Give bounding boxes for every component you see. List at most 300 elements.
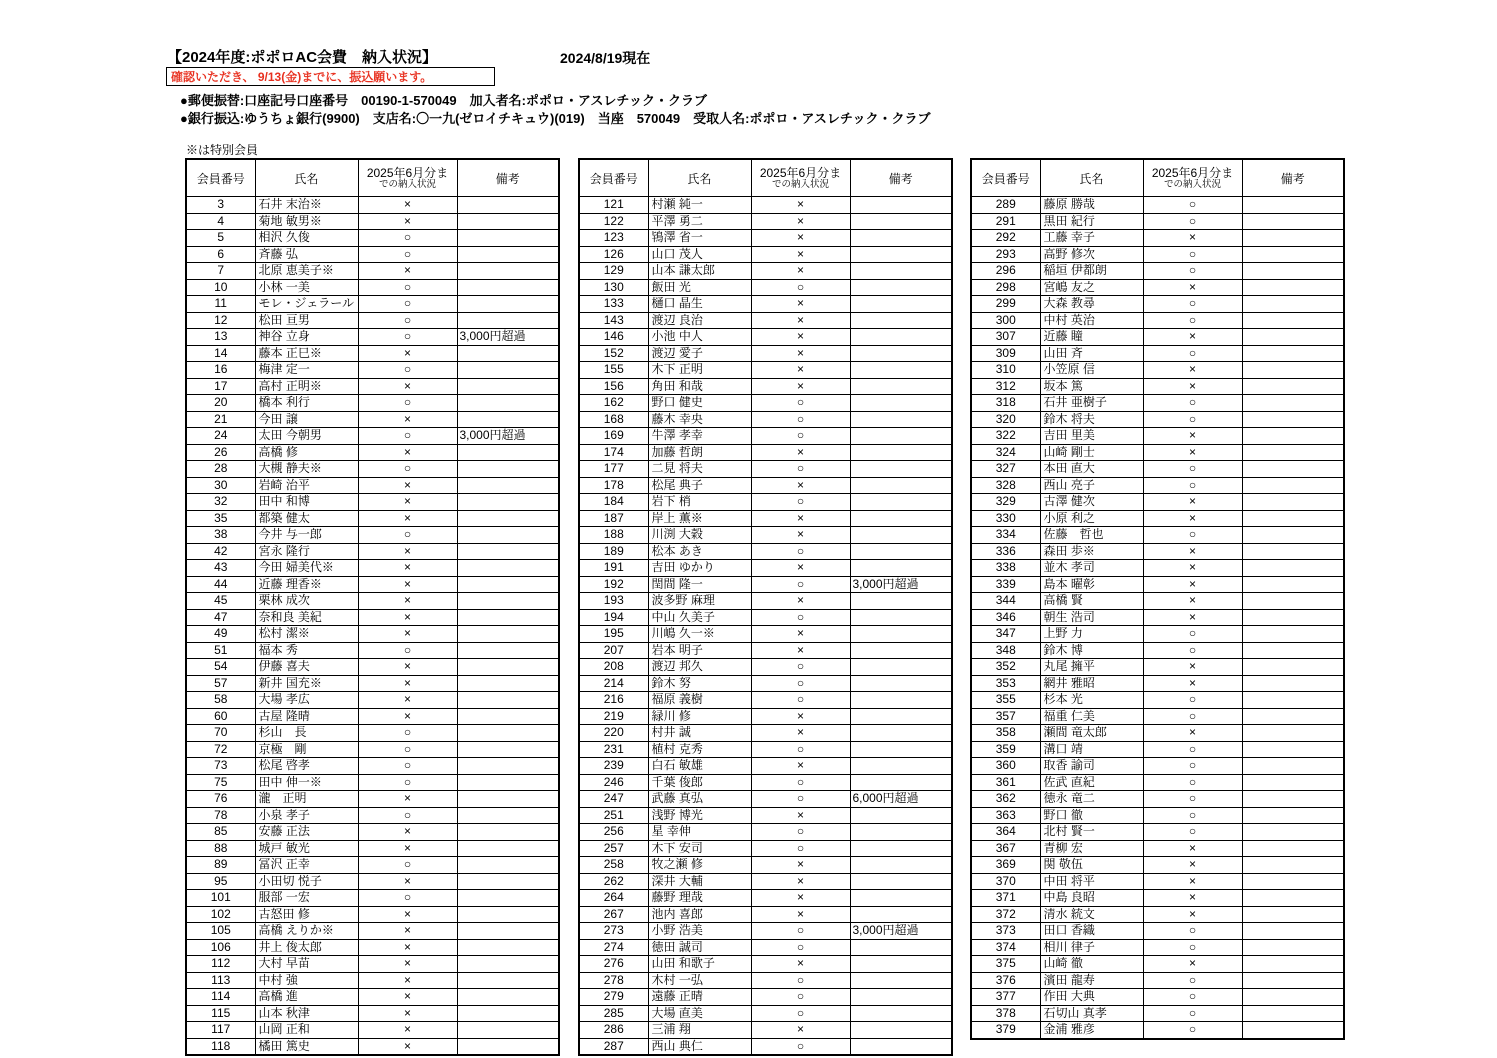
status-cell: × — [358, 576, 457, 593]
remarks-cell — [457, 626, 559, 643]
status-cell: × — [358, 659, 457, 676]
remarks-cell — [850, 774, 952, 791]
remarks-cell — [1242, 395, 1344, 412]
status-cell: ○ — [751, 741, 850, 758]
name-cell: 古澤 健次 — [1040, 494, 1143, 511]
remarks-cell — [457, 758, 559, 775]
name-cell: 鈴木 博 — [1040, 642, 1143, 659]
remarks-cell — [1242, 1005, 1344, 1022]
name-cell: 小野 浩美 — [648, 923, 751, 940]
table-row — [971, 1005, 1344, 1022]
remarks-cell — [1242, 428, 1344, 445]
remarks-cell — [457, 956, 559, 973]
remarks-cell — [850, 246, 952, 263]
member-no-cell: 169 — [579, 428, 648, 445]
status-cell: ○ — [1143, 989, 1242, 1006]
name-cell: 濱田 龍寿 — [1040, 972, 1143, 989]
table-row — [186, 395, 559, 412]
remarks-cell — [1242, 989, 1344, 1006]
member-no-cell: 113 — [186, 972, 255, 989]
remarks-cell — [1242, 873, 1344, 890]
status-cell: × — [1143, 576, 1242, 593]
name-cell: 小林 一美 — [255, 279, 358, 296]
name-cell: 角田 和哉 — [648, 378, 751, 395]
member-no-cell: 168 — [579, 411, 648, 428]
name-cell: 朝生 浩司 — [1040, 609, 1143, 626]
table-row — [579, 840, 952, 857]
remarks-cell — [457, 510, 559, 527]
name-cell: 加藤 哲朗 — [648, 444, 751, 461]
member-no-cell: 6 — [186, 246, 255, 263]
remarks-cell — [457, 873, 559, 890]
status-cell: ○ — [1143, 774, 1242, 791]
remarks-cell — [850, 329, 952, 346]
member-no-cell: 42 — [186, 543, 255, 560]
status-cell: × — [358, 263, 457, 280]
member-no-cell: 85 — [186, 824, 255, 841]
name-cell: 川渕 大穀 — [648, 527, 751, 544]
member-no-cell: 344 — [971, 593, 1040, 610]
name-cell: 飯田 光 — [648, 279, 751, 296]
member-no-cell: 367 — [971, 840, 1040, 857]
member-no-cell: 355 — [971, 692, 1040, 709]
name-cell: 宮嶋 友之 — [1040, 279, 1143, 296]
status-cell: × — [358, 708, 457, 725]
member-table-1 — [185, 158, 560, 1056]
name-cell: 樋口 晶生 — [648, 296, 751, 313]
member-no-cell: 207 — [579, 642, 648, 659]
name-cell: 小原 利之 — [1040, 510, 1143, 527]
member-no-cell: 364 — [971, 824, 1040, 841]
name-cell: 中山 久美子 — [648, 609, 751, 626]
name-cell: 山田 和歌子 — [648, 956, 751, 973]
status-cell: ○ — [1143, 807, 1242, 824]
table-row — [186, 1022, 559, 1039]
table-row — [971, 378, 1344, 395]
table-row — [971, 329, 1344, 346]
name-cell: 閏間 隆一 — [648, 576, 751, 593]
member-no-cell: 47 — [186, 609, 255, 626]
remarks-cell — [850, 1005, 952, 1022]
member-no-cell: 291 — [971, 213, 1040, 230]
remarks-cell: 3,000円超過 — [850, 923, 952, 940]
remarks-cell — [850, 972, 952, 989]
member-no-cell: 60 — [186, 708, 255, 725]
table-row — [186, 956, 559, 973]
name-cell: 北原 恵美子※ — [255, 263, 358, 280]
table-row — [971, 560, 1344, 577]
header-row — [186, 159, 559, 197]
remarks-cell — [850, 725, 952, 742]
status-cell: × — [751, 725, 850, 742]
table-row — [971, 642, 1344, 659]
table-row — [579, 857, 952, 874]
member-no-cell: 17 — [186, 378, 255, 395]
member-no-cell: 11 — [186, 296, 255, 313]
status-cell: ○ — [1143, 197, 1242, 214]
member-no-cell: 133 — [579, 296, 648, 313]
member-no-cell: 258 — [579, 857, 648, 874]
col-header-status — [1143, 159, 1242, 197]
remarks-cell — [1242, 345, 1344, 362]
status-cell: ○ — [358, 890, 457, 907]
status-cell: ○ — [1143, 642, 1242, 659]
table-row — [579, 906, 952, 923]
member-no-cell: 287 — [579, 1038, 648, 1055]
name-cell: 岩本 明子 — [648, 642, 751, 659]
member-no-cell: 334 — [971, 527, 1040, 544]
table-row — [971, 279, 1344, 296]
remarks-cell — [850, 989, 952, 1006]
remarks-cell — [457, 675, 559, 692]
member-no-cell: 189 — [579, 543, 648, 560]
member-no-cell: 247 — [579, 791, 648, 808]
member-no-cell: 256 — [579, 824, 648, 841]
name-cell: 松尾 典子 — [648, 477, 751, 494]
table-row — [971, 659, 1344, 676]
remarks-cell — [1242, 560, 1344, 577]
status-cell: ○ — [1143, 527, 1242, 544]
member-no-cell: 38 — [186, 527, 255, 544]
member-no-cell: 102 — [186, 906, 255, 923]
member-no-cell: 346 — [971, 609, 1040, 626]
member-no-cell: 155 — [579, 362, 648, 379]
name-cell: 高橋 賢 — [1040, 593, 1143, 610]
table-row — [971, 857, 1344, 874]
member-no-cell: 121 — [579, 197, 648, 214]
name-cell: 岸上 薫※ — [648, 510, 751, 527]
table-row — [971, 824, 1344, 841]
member-no-cell: 348 — [971, 642, 1040, 659]
member-no-cell: 371 — [971, 890, 1040, 907]
status-cell: ○ — [1143, 824, 1242, 841]
member-no-cell: 219 — [579, 708, 648, 725]
table-row — [186, 428, 559, 445]
table-row — [186, 923, 559, 940]
remarks-cell — [1242, 708, 1344, 725]
name-cell: 川嶋 久一※ — [648, 626, 751, 643]
remarks-cell — [1242, 461, 1344, 478]
name-cell: 今井 与一郎 — [255, 527, 358, 544]
member-no-cell: 118 — [186, 1038, 255, 1055]
status-cell: ○ — [751, 972, 850, 989]
remarks-cell — [457, 494, 559, 511]
member-no-cell: 231 — [579, 741, 648, 758]
remarks-cell — [850, 593, 952, 610]
status-cell: ○ — [751, 989, 850, 1006]
name-cell: 吉田 ゆかり — [648, 560, 751, 577]
status-cell: × — [358, 692, 457, 709]
table-row — [971, 741, 1344, 758]
table-row — [579, 774, 952, 791]
remarks-cell — [1242, 230, 1344, 247]
bank-transfer-info: ●銀行振込:ゆうちょ銀行(9900) 支店名:〇一九(ゼロイチキュウ)(019) 当座 570049 受取人名:ポポロ・アスレチック・クラブ — [180, 111, 931, 126]
status-cell: × — [358, 989, 457, 1006]
name-cell: 並木 孝司 — [1040, 560, 1143, 577]
member-no-cell: 362 — [971, 791, 1040, 808]
member-no-cell: 43 — [186, 560, 255, 577]
remarks-cell — [850, 906, 952, 923]
table-row — [186, 840, 559, 857]
remarks-cell — [457, 791, 559, 808]
table-row — [186, 263, 559, 280]
col-header-status-line2: での納入状況 — [1163, 178, 1221, 190]
name-cell: 石井 亜樹子 — [1040, 395, 1143, 412]
remarks-cell — [850, 626, 952, 643]
status-cell: ○ — [358, 527, 457, 544]
remarks-cell — [1242, 890, 1344, 907]
remarks-cell — [1242, 510, 1344, 527]
remarks-cell — [1242, 725, 1344, 742]
name-cell: 鈴木 将夫 — [1040, 411, 1143, 428]
name-cell: 大槻 静夫※ — [255, 461, 358, 478]
remarks-cell — [850, 692, 952, 709]
member-no-cell: 21 — [186, 411, 255, 428]
remarks-cell — [1242, 296, 1344, 313]
member-no-cell: 214 — [579, 675, 648, 692]
remarks-cell — [457, 345, 559, 362]
table-row — [579, 791, 952, 808]
name-cell: 植村 克秀 — [648, 741, 751, 758]
member-no-cell: 312 — [971, 378, 1040, 395]
name-cell: 清水 統文 — [1040, 906, 1143, 923]
member-table-2 — [578, 158, 953, 1056]
status-cell: ○ — [358, 758, 457, 775]
status-cell: × — [751, 857, 850, 874]
table-row — [186, 560, 559, 577]
name-cell: 牧之瀬 修 — [648, 857, 751, 874]
status-cell: ○ — [751, 1038, 850, 1055]
remarks-cell — [850, 477, 952, 494]
member-no-cell: 184 — [579, 494, 648, 511]
table-row — [971, 494, 1344, 511]
table-row — [579, 411, 952, 428]
remarks-cell — [457, 659, 559, 676]
member-no-cell: 298 — [971, 279, 1040, 296]
status-cell: × — [358, 411, 457, 428]
member-no-cell: 324 — [971, 444, 1040, 461]
col-header-name: 氏名 — [648, 159, 751, 197]
table-row — [579, 1022, 952, 1039]
table-row — [186, 989, 559, 1006]
remarks-cell — [457, 807, 559, 824]
member-no-cell: 309 — [971, 345, 1040, 362]
member-no-cell: 30 — [186, 477, 255, 494]
table-row — [971, 593, 1344, 610]
status-cell: × — [1143, 956, 1242, 973]
member-no-cell: 379 — [971, 1022, 1040, 1039]
name-cell: 藤本 正巳※ — [255, 345, 358, 362]
col-header-name: 氏名 — [1040, 159, 1143, 197]
remarks-cell — [1242, 741, 1344, 758]
name-cell: 緑川 修 — [648, 708, 751, 725]
name-cell: 古屋 隆晴 — [255, 708, 358, 725]
table-row — [971, 923, 1344, 940]
remarks-cell — [1242, 312, 1344, 329]
remarks-cell — [850, 675, 952, 692]
member-no-cell: 322 — [971, 428, 1040, 445]
name-cell: 大村 早苗 — [255, 956, 358, 973]
remarks-cell — [1242, 791, 1344, 808]
table-row — [186, 626, 559, 643]
name-cell: 二見 将夫 — [648, 461, 751, 478]
name-cell: 松田 亘男 — [255, 312, 358, 329]
remarks-cell — [850, 461, 952, 478]
member-no-cell: 336 — [971, 543, 1040, 560]
member-no-cell: 4 — [186, 213, 255, 230]
status-cell: ○ — [358, 428, 457, 445]
table-row — [186, 362, 559, 379]
name-cell: 松尾 啓孝 — [255, 758, 358, 775]
status-cell: × — [751, 329, 850, 346]
remarks-cell — [1242, 824, 1344, 841]
remarks-cell — [850, 1022, 952, 1039]
remarks-cell — [850, 890, 952, 907]
status-cell: ○ — [1143, 477, 1242, 494]
name-cell: 瀧 正明 — [255, 791, 358, 808]
name-cell: 松本 あき — [648, 543, 751, 560]
name-cell: 城戸 敏光 — [255, 840, 358, 857]
status-cell: ○ — [751, 576, 850, 593]
status-cell: ○ — [751, 939, 850, 956]
remarks-cell — [1242, 609, 1344, 626]
remarks-cell — [850, 428, 952, 445]
table-row — [579, 312, 952, 329]
table-row — [971, 246, 1344, 263]
remarks-cell — [1242, 659, 1344, 676]
status-cell: × — [751, 873, 850, 890]
member-no-cell: 54 — [186, 659, 255, 676]
remarks-cell — [1242, 906, 1344, 923]
member-no-cell: 251 — [579, 807, 648, 824]
status-cell: × — [751, 956, 850, 973]
remarks-cell — [850, 956, 952, 973]
remarks-cell — [850, 263, 952, 280]
table-row — [971, 626, 1344, 643]
status-cell: × — [358, 675, 457, 692]
member-no-cell: 359 — [971, 741, 1040, 758]
remarks-cell — [1242, 840, 1344, 857]
table-row — [579, 329, 952, 346]
remarks-cell — [850, 642, 952, 659]
name-cell: 山崎 徹 — [1040, 956, 1143, 973]
table-row — [971, 758, 1344, 775]
member-no-cell: 105 — [186, 923, 255, 940]
table-row — [186, 609, 559, 626]
remarks-cell — [1242, 543, 1344, 560]
status-cell: × — [751, 263, 850, 280]
name-cell: 新井 国充※ — [255, 675, 358, 692]
table-row — [579, 246, 952, 263]
payment-deadline-notice-box — [166, 67, 495, 86]
member-no-cell: 279 — [579, 989, 648, 1006]
remarks-cell — [850, 543, 952, 560]
name-cell: 山岡 正和 — [255, 1022, 358, 1039]
remarks-cell — [850, 840, 952, 857]
member-no-cell: 376 — [971, 972, 1040, 989]
remarks-cell — [457, 857, 559, 874]
special-member-note: ※は特別会員 — [186, 143, 259, 157]
status-cell: ○ — [751, 494, 850, 511]
table-row — [579, 1038, 952, 1055]
remarks-cell — [1242, 494, 1344, 511]
name-cell: 丸尾 擁平 — [1040, 659, 1143, 676]
name-cell: 野口 健史 — [648, 395, 751, 412]
table-row — [579, 444, 952, 461]
table-row — [186, 873, 559, 890]
remarks-cell — [1242, 411, 1344, 428]
col-header-remarks: 備考 — [850, 159, 952, 197]
name-cell: 工藤 幸子 — [1040, 230, 1143, 247]
remarks-cell — [850, 444, 952, 461]
status-cell: ○ — [1143, 345, 1242, 362]
member-no-cell: 267 — [579, 906, 648, 923]
status-cell: ○ — [751, 609, 850, 626]
remarks-cell — [1242, 593, 1344, 610]
name-cell: 橋本 利行 — [255, 395, 358, 412]
member-no-cell: 12 — [186, 312, 255, 329]
member-no-cell: 329 — [971, 494, 1040, 511]
table-row — [579, 576, 952, 593]
member-no-cell: 45 — [186, 593, 255, 610]
status-cell: × — [1143, 725, 1242, 742]
status-cell: ○ — [1143, 312, 1242, 329]
status-cell: ○ — [358, 279, 457, 296]
member-no-cell: 293 — [971, 246, 1040, 263]
status-cell: ○ — [358, 230, 457, 247]
status-cell: ○ — [1143, 923, 1242, 940]
member-no-cell: 318 — [971, 395, 1040, 412]
status-cell: × — [358, 213, 457, 230]
table-row — [186, 510, 559, 527]
name-cell: 安藤 正法 — [255, 824, 358, 841]
table-row — [971, 576, 1344, 593]
name-cell: 藤木 幸央 — [648, 411, 751, 428]
remarks-cell — [1242, 758, 1344, 775]
name-cell: モレ・ジェラール — [255, 296, 358, 313]
status-cell: × — [751, 890, 850, 907]
name-cell: 福重 仁美 — [1040, 708, 1143, 725]
status-cell: × — [358, 956, 457, 973]
remarks-cell — [457, 593, 559, 610]
status-cell: × — [1143, 560, 1242, 577]
name-cell: 石切山 真孝 — [1040, 1005, 1143, 1022]
status-cell: × — [1143, 378, 1242, 395]
remarks-cell — [457, 906, 559, 923]
remarks-cell — [850, 197, 952, 214]
table-row — [971, 906, 1344, 923]
member-no-cell: 194 — [579, 609, 648, 626]
remarks-cell — [457, 923, 559, 940]
remarks-cell — [1242, 692, 1344, 709]
remarks-cell — [1242, 279, 1344, 296]
remarks-cell — [1242, 362, 1344, 379]
status-cell: ○ — [1143, 1005, 1242, 1022]
remarks-cell — [457, 972, 559, 989]
status-cell: ○ — [751, 279, 850, 296]
status-cell: × — [358, 494, 457, 511]
name-cell: 西山 亮子 — [1040, 477, 1143, 494]
name-cell: 村瀬 純一 — [648, 197, 751, 214]
member-no-cell: 360 — [971, 758, 1040, 775]
name-cell: 渡辺 邦久 — [648, 659, 751, 676]
remarks-cell — [457, 1022, 559, 1039]
remarks-cell — [1242, 626, 1344, 643]
table-row — [579, 890, 952, 907]
table-row — [579, 741, 952, 758]
member-no-cell: 16 — [186, 362, 255, 379]
table-row — [971, 774, 1344, 791]
